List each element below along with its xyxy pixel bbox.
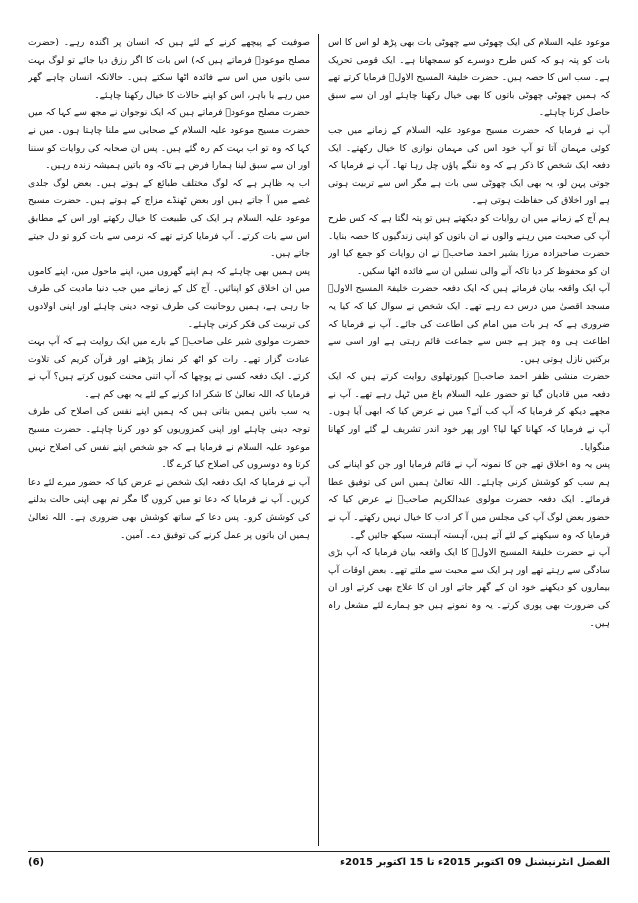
column-divider	[318, 34, 319, 846]
page-number: (6)	[28, 857, 45, 868]
article-column-right	[328, 34, 610, 846]
paragraph: یہ سب باتیں ہمیں بتاتی ہیں کہ ہمیں اپنے نفس کی اصلاح کی طرف توجہ دینی چاہئے اور اپنی کمزوریوں کو دور کرنا چاہئے۔ حضرت مسیح موعود علیہ السلام نے فرمایا ہے کہ جو شخص اپنے نفس کی اصلاح نہیں کرتا وہ دوسروں کی اصلاح کیا کرے گا۔	[28, 406, 310, 471]
paragraph: حضرت منشی ظفر احمد صاحبؓ کپورتھلوی روایت کرتے ہیں کہ ایک دفعہ میں قادیان گیا تو حضور علیہ السلام باغ میں ٹہل رہے تھے۔ آپ نے مجھے دیکھ کر فرمایا کہ آپ کب آئے؟ میں نے عرض کیا کہ ابھی آیا ہوں۔ آپ نے فرمایا کہ کھانا کھا لیا؟ اور پھر خود اندر تشریف لے گئے اور کھانا منگوایا۔	[328, 371, 610, 453]
paragraph: موعود علیہ السلام کی ایک چھوٹی سے چھوٹی بات بھی پڑھ لو اس کا اس بات کو پتہ ہو کہ کس طرح دوسرے کو سمجھانا ہے۔ ایک قومی تحریک ہے۔ سب اس کا حصہ ہیں۔ حضرت خلیفۃ المسیح الاولؓ فرمایا کرتے تھے کہ ہمیں چھوٹی چھوٹی باتوں کا بھی خیال رکھنا چاہئے اور ان سے سبق حاصل کرنا چاہئے۔	[328, 37, 610, 119]
paragraph: آپ نے فرمایا کہ حضرت مسیح موعود علیہ السلام کے زمانے میں جب کوئی مہمان آتا تو آپ خود اس کی مہمان نوازی کا خیال رکھتے۔ ایک دفعہ ایک شخص کا ذکر ہے کہ وہ ننگے پاؤں چل رہا تھا۔ آپ نے فرمایا کہ جوتی پہن لو، یہ بھی ایک چھوٹی سی بات ہے مگر اس سے تربیت ہوتی ہے اور اخلاق کی حفاظت ہوتی ہے۔	[328, 124, 610, 207]
footer-rule	[28, 851, 610, 852]
paragraph: حضرت مصلح موعودؓ فرماتے ہیں کہ ایک نوجوان نے مجھ سے کہا کہ میں حضرت مسیح موعود علیہ السلام کے صحابی سے ملنا چاہتا ہوں۔ میں نے کہا کہ وہ تو اب بہت کم رہ گئے ہیں۔ پس ان صحابہ کی روایات کو سننا اور ان سے سبق لینا ہمارا فرض ہے تاکہ وہ باتیں ہمیشہ زندہ رہیں۔	[28, 107, 310, 172]
paragraph: آپ نے فرمایا کہ ایک دفعہ ایک شخص نے عرض کیا کہ حضور میرے لئے دعا کریں۔ آپ نے فرمایا کہ دعا تو میں کروں گا مگر تم بھی اپنی حالت بدلنے کی کوشش کرو۔ پس دعا کے ساتھ کوشش بھی ضروری ہے۔ اللہ تعالیٰ ہمیں ان باتوں پر عمل کرنے کی توفیق دے۔ آمین۔	[28, 476, 310, 541]
paragraph: پس یہ وہ اخلاق تھے جن کا نمونہ آپ نے قائم فرمایا اور جن کو اپنانے کی ہم سب کو کوشش کرنی چاہئے۔ اللہ تعالیٰ ہمیں اس کی توفیق عطا فرمائے۔ ایک دفعہ حضرت مولوی عبدالکریم صاحبؓ نے عرض کیا کہ حضور بعض لوگ آپ کی مجلس میں آ کر ادب کا خیال نہیں رکھتے۔ آپ نے فرمایا کہ وہ سیکھنے کے لئے آتے ہیں، آہستہ آہستہ سیکھ جائیں گے۔	[328, 459, 610, 541]
paragraph: آپ ایک واقعہ بیان فرماتے ہیں کہ ایک دفعہ حضرت خلیفۃ المسیح الاولؓ مسجد اقصیٰ میں درس دے رہے تھے۔ ایک شخص نے سوال کیا کہ کیا یہ ضروری ہے کہ ہر بات میں امام کی اطاعت کی جائے۔ آپ نے فرمایا کہ اطاعت ہی وہ چیز ہے جس سے جماعت قائم رہتی ہے اور اسی سے برکتیں نازل ہوتی ہیں۔	[328, 283, 610, 365]
paragraph: اب یہ ظاہر ہے کہ لوگ مختلف طبائع کے ہوتے ہیں۔ بعض لوگ جلدی غصے میں آ جاتے ہیں اور بعض ٹھنڈے مزاج کے ہوتے ہیں۔ حضرت مسیح موعود علیہ السلام ہر ایک کی طبیعت کا خیال رکھتے اور اس کے مطابق اس سے بات کرتے۔ آپ فرمایا کرتے تھے کہ نرمی سے بات کرو تو دل جیتے جاتے ہیں۔	[28, 177, 310, 260]
paragraph: حضرت مولوی شیر علی صاحبؓ کے بارے میں ایک روایت ہے کہ آپ بہت عبادت گزار تھے۔ رات کو اٹھ کر نماز پڑھتے اور قرآن کریم کی تلاوت کرتے۔ ایک دفعہ کسی نے پوچھا کہ آپ اتنی محنت کیوں کرتے ہیں؟ آپ نے فرمایا کہ اللہ تعالیٰ کا شکر ادا کرنے کے لئے یہ بھی کم ہے۔	[28, 336, 310, 400]
paragraph: ہم آج کے زمانے میں ان روایات کو دیکھتے ہیں تو پتہ لگتا ہے کہ کس طرح آپ کی صحبت میں رہنے والوں نے ان باتوں کو اپنی زندگیوں کا حصہ بنایا۔ حضرت صاحبزادہ مرزا بشیر احمد صاحبؓ نے ان روایات کو جمع کیا اور ان کو محفوظ کر دیا تاکہ آنے والی نسلیں ان سے فائدہ اٹھا سکیں۔	[328, 212, 610, 277]
paragraph: پس ہمیں بھی چاہئے کہ ہم اپنے گھروں میں، اپنے ماحول میں، اپنے کاموں میں ان اخلاق کو اپنائیں۔ آج کل کے زمانے میں جب دنیا مادیت کی طرف جا رہی ہے، ہمیں روحانیت کی طرف توجہ دینی چاہئے اور اپنی اولادوں کی تربیت کی فکر کرنی چاہئے۔	[28, 265, 310, 330]
page-footer	[28, 855, 610, 871]
article-column-left	[28, 34, 310, 846]
paragraph: صوفیت کے پیچھے کرنے کے لئے ہیں کہ انسان پر اگندہ رہے۔ (حضرت مصلح موعودؓ فرماتے ہیں کہ) اس بات کا اگر رزق دیا جائے تو لوگ بہت سی باتوں میں اس سے فائدہ اٹھا سکتے ہیں۔ حالانکہ انسان چاہے گھر میں رہے یا باہر، اس کو اپنے حالات کا خیال رکھنا چاہئے۔	[28, 37, 310, 101]
newspaper-page	[28, 34, 610, 846]
footer-masthead: الفضل انٹرنیشنل 09 اکتوبر 2015ء تا 15 اکتوبر 2015ء	[340, 857, 610, 868]
paragraph: آپ نے حضرت خلیفۃ المسیح الاولؓ کا ایک واقعہ بیان فرمایا کہ آپ بڑی سادگی سے رہتے تھے اور ہر ایک سے محبت سے ملتے تھے۔ بعض اوقات آپ بیماروں کو دیکھنے خود ان کے گھر جاتے اور ان کا علاج بھی کرتے اور ان کی ضرورت بھی پوری کرتے۔ یہ وہ نمونے ہیں جو ہمارے لئے مشعل راہ ہیں۔	[328, 547, 610, 629]
